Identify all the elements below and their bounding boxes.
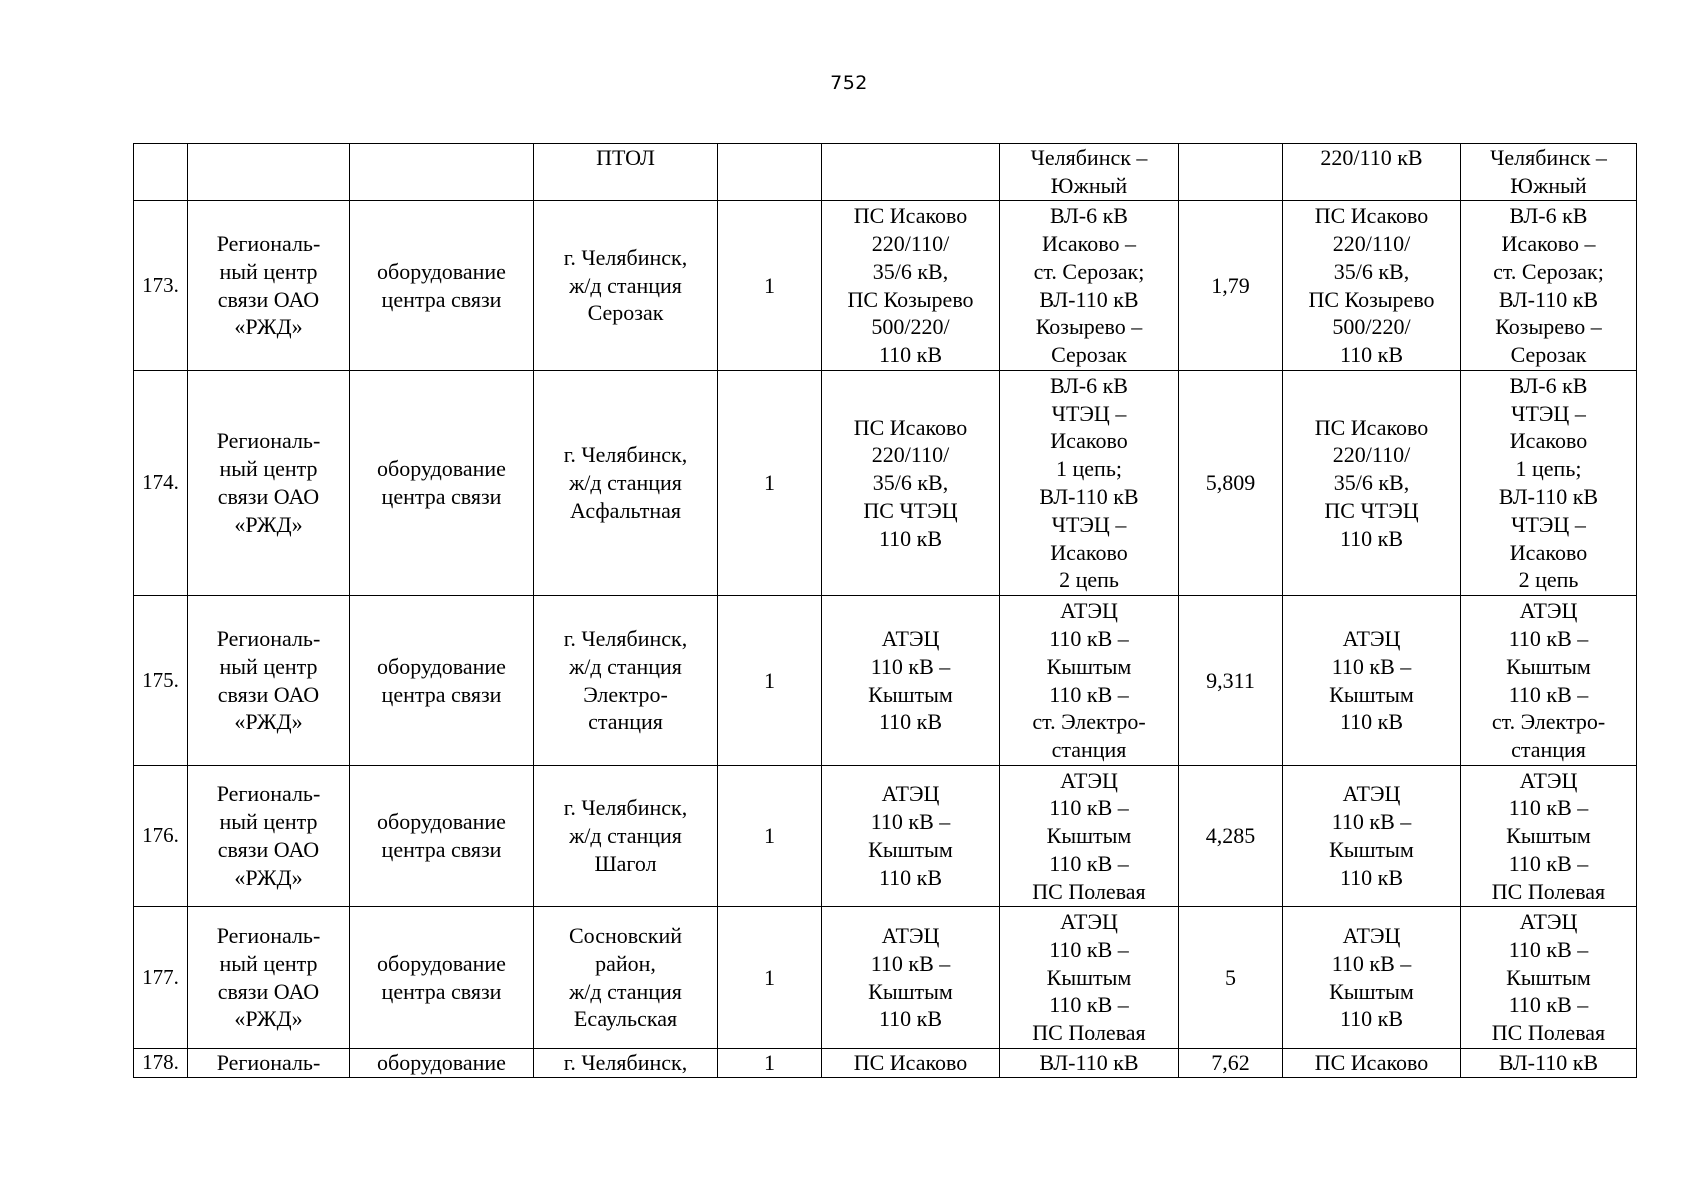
location-cell: г. Челябинск, ж/д станция Серозак xyxy=(534,201,718,371)
table-row xyxy=(134,201,1637,371)
substation-cell: АТЭЦ 110 кВ – Кыштым 110 кВ xyxy=(1283,596,1461,766)
substation-cell: АТЭЦ 110 кВ – Кыштым 110 кВ xyxy=(1283,907,1461,1049)
row-number-cell: 174. xyxy=(134,371,188,596)
location-cell: г. Челябинск, ж/д станция Электро- станция xyxy=(534,596,718,766)
equipment-cell: оборудование xyxy=(350,1049,534,1078)
location-cell: г. Челябинск, ж/д станция Асфальтная xyxy=(534,371,718,596)
power-line-cell: ВЛ-6 кВ Исаково – ст. Серозак; ВЛ-110 кВ Козырево – Серозак xyxy=(1000,201,1179,371)
equipment-cell: оборудование центра связи xyxy=(350,907,534,1049)
equipment-cell: оборудование центра связи xyxy=(350,596,534,766)
power-line-cell: АТЭЦ 110 кВ – Кыштым 110 кВ – ст. Электро- станция xyxy=(1461,596,1637,766)
table-row xyxy=(134,1049,1637,1078)
quantity-cell: 1 xyxy=(718,201,822,371)
substation-cell: ПС Исаково 220/110/ 35/6 кВ, ПС ЧТЭЦ 110 кВ xyxy=(822,371,1000,596)
power-line-cell: АТЭЦ 110 кВ – Кыштым 110 кВ – ПС Полевая xyxy=(1461,907,1637,1049)
document-table xyxy=(133,143,1637,1078)
quantity-cell xyxy=(718,144,822,201)
organization-cell: Региональ- ный центр связи ОАО «РЖД» xyxy=(188,596,350,766)
power-line-cell: ВЛ-110 кВ xyxy=(1461,1049,1637,1078)
substation-cell: АТЭЦ 110 кВ – Кыштым 110 кВ xyxy=(1283,766,1461,907)
location-cell: Сосновский район, ж/д станция Есаульская xyxy=(534,907,718,1049)
power-line-cell: АТЭЦ 110 кВ – Кыштым 110 кВ – ПС Полевая xyxy=(1000,907,1179,1049)
substation-cell: АТЭЦ 110 кВ – Кыштым 110 кВ xyxy=(822,766,1000,907)
equipment-cell xyxy=(350,144,534,201)
substation-cell: ПС Исаково xyxy=(822,1049,1000,1078)
equipment-cell: оборудование центра связи xyxy=(350,201,534,371)
power-line-cell: ВЛ-6 кВ ЧТЭЦ – Исаково 1 цепь; ВЛ-110 кВ ЧТЭЦ – Исаково 2 цепь xyxy=(1461,371,1637,596)
substation-cell: ПС Исаково 220/110/ 35/6 кВ, ПС Козырево 500/220/ 110 кВ xyxy=(1283,201,1461,371)
organization-cell: Региональ- xyxy=(188,1049,350,1078)
power-line-cell: АТЭЦ 110 кВ – Кыштым 110 кВ – ПС Полевая xyxy=(1461,766,1637,907)
row-number-cell: 173. xyxy=(134,201,188,371)
substation-cell xyxy=(822,144,1000,201)
substation-cell: ПС Исаково 220/110/ 35/6 кВ, ПС ЧТЭЦ 110 кВ xyxy=(1283,371,1461,596)
row-number-cell: 177. xyxy=(134,907,188,1049)
substation-cell: ПС Исаково xyxy=(1283,1049,1461,1078)
substation-cell: ПС Исаково 220/110/ 35/6 кВ, ПС Козырево 500/220/ 110 кВ xyxy=(822,201,1000,371)
row-number-cell: 178. xyxy=(134,1049,188,1078)
length-cell: 9,311 xyxy=(1179,596,1283,766)
power-line-cell: ВЛ-110 кВ xyxy=(1000,1049,1179,1078)
substation-cell: АТЭЦ 110 кВ – Кыштым 110 кВ xyxy=(822,596,1000,766)
length-cell: 1,79 xyxy=(1179,201,1283,371)
table-row xyxy=(134,596,1637,766)
quantity-cell: 1 xyxy=(718,1049,822,1078)
table-row xyxy=(134,371,1637,596)
table-row xyxy=(134,766,1637,907)
power-line-cell: Челябинск – Южный xyxy=(1461,144,1637,201)
equipment-cell: оборудование центра связи xyxy=(350,371,534,596)
organization-cell: Региональ- ный центр связи ОАО «РЖД» xyxy=(188,907,350,1049)
row-number-cell xyxy=(134,144,188,201)
power-line-cell: АТЭЦ 110 кВ – Кыштым 110 кВ – ПС Полевая xyxy=(1000,766,1179,907)
organization-cell: Региональ- ный центр связи ОАО «РЖД» xyxy=(188,766,350,907)
quantity-cell: 1 xyxy=(718,371,822,596)
length-cell xyxy=(1179,144,1283,201)
length-cell: 7,62 xyxy=(1179,1049,1283,1078)
equipment-cell: оборудование центра связи xyxy=(350,766,534,907)
table-row xyxy=(134,144,1637,201)
location-cell: ПТОЛ xyxy=(534,144,718,201)
table-row xyxy=(134,907,1637,1049)
organization-cell: Региональ- ный центр связи ОАО «РЖД» xyxy=(188,371,350,596)
organization-cell xyxy=(188,144,350,201)
row-number-cell: 175. xyxy=(134,596,188,766)
power-line-cell: Челябинск – Южный xyxy=(1000,144,1179,201)
location-cell: г. Челябинск, xyxy=(534,1049,718,1078)
power-line-cell: ВЛ-6 кВ ЧТЭЦ – Исаково 1 цепь; ВЛ-110 кВ ЧТЭЦ – Исаково 2 цепь xyxy=(1000,371,1179,596)
page-number: 752 xyxy=(830,72,868,94)
substation-cell: 220/110 кВ xyxy=(1283,144,1461,201)
length-cell: 5,809 xyxy=(1179,371,1283,596)
row-number-cell: 176. xyxy=(134,766,188,907)
length-cell: 5 xyxy=(1179,907,1283,1049)
quantity-cell: 1 xyxy=(718,907,822,1049)
quantity-cell: 1 xyxy=(718,596,822,766)
substation-cell: АТЭЦ 110 кВ – Кыштым 110 кВ xyxy=(822,907,1000,1049)
location-cell: г. Челябинск, ж/д станция Шагол xyxy=(534,766,718,907)
power-line-cell: ВЛ-6 кВ Исаково – ст. Серозак; ВЛ-110 кВ Козырево – Серозак xyxy=(1461,201,1637,371)
organization-cell: Региональ- ный центр связи ОАО «РЖД» xyxy=(188,201,350,371)
power-line-cell: АТЭЦ 110 кВ – Кыштым 110 кВ – ст. Электро- станция xyxy=(1000,596,1179,766)
length-cell: 4,285 xyxy=(1179,766,1283,907)
quantity-cell: 1 xyxy=(718,766,822,907)
